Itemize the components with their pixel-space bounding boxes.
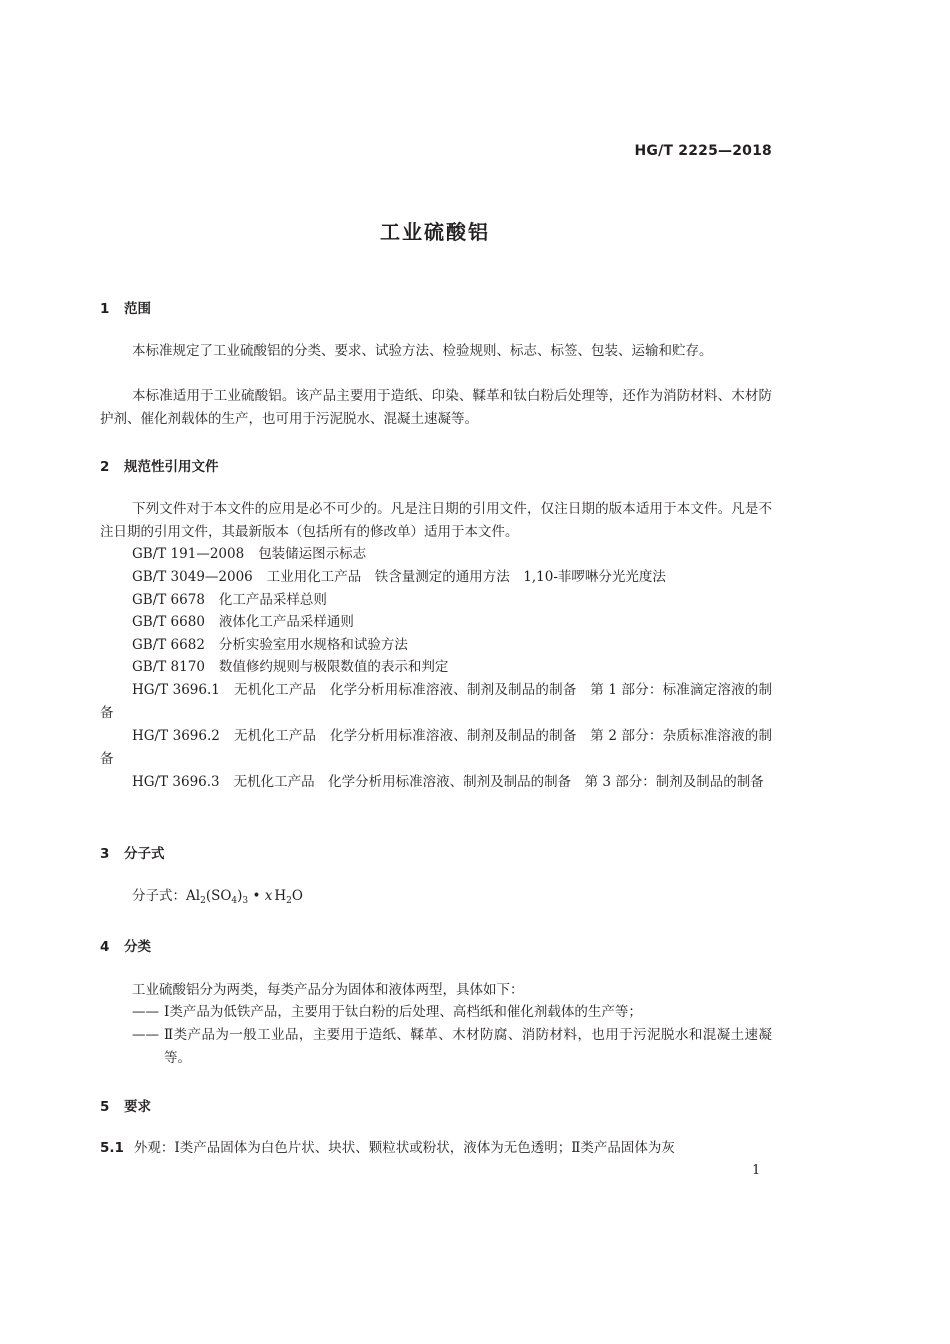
reference-code: HG/T 3696.2 — [132, 728, 220, 744]
reference-code: GB/T 8170 — [132, 659, 205, 675]
reference-title: 无机化工产品 化学分析用标准溶液、制剂及制品的制备 第 2 部分：杂质标准溶液的制备 — [100, 728, 773, 767]
formula-part: (SO — [205, 888, 232, 904]
reference-code: GB/T 6682 — [132, 637, 205, 653]
reference-title: 分析实验室用水规格和试验方法 — [218, 637, 408, 653]
reference-title: 数值修约规则与极限数值的表示和判定 — [218, 659, 449, 675]
reference-item — [100, 725, 772, 770]
scope-paragraph-2: 本标准适用于工业硫酸铝。该产品主要用于造纸、印染、鞣革和钛白粉后处理等，还作为消防材料、木材防护剂、催化剂载体的生产，也可用于污泥脱水、混凝土速凝等。 — [100, 388, 772, 427]
reference-code: GB/T 6680 — [132, 614, 205, 630]
standard-code: HG/T 2225—2018 — [634, 143, 772, 159]
requirement-5-1 — [100, 1137, 772, 1160]
requirement-number: 5.1 — [100, 1140, 124, 1156]
section-heading-normative — [100, 455, 219, 475]
formula-label: 分子式： — [132, 888, 186, 904]
section-heading-classification — [100, 935, 151, 955]
section-title: 规范性引用文件 — [124, 459, 219, 475]
list-dash: —— — [132, 1004, 159, 1020]
list-item — [132, 1001, 772, 1024]
section-number: 4 — [100, 939, 110, 955]
formula-part: H — [274, 888, 287, 904]
section-heading-scope — [100, 297, 151, 317]
formula-subscript: 2 — [286, 896, 292, 906]
section-title: 要求 — [124, 1099, 151, 1115]
section-title: 范围 — [124, 301, 151, 317]
reference-code: GB/T 3049—2006 — [132, 569, 253, 585]
list-item-text: Ⅱ类产品为一般工业品，主要用于造纸、鞣革、木材防腐、消防材料，也用于污泥脱水和混凝土速凝等。 — [164, 1027, 772, 1066]
reference-code: GB/T 6678 — [132, 592, 205, 608]
reference-code: HG/T 3696.3 — [132, 774, 220, 790]
reference-title: 无机化工产品 化学分析用标准溶液、制剂及制品的制备 第 3 部分：制剂及制品的制备 — [233, 774, 764, 790]
reference-item — [132, 543, 366, 566]
scope-paragraph-1: 本标准规定了工业硫酸铝的分类、要求、试验方法、检验规则、标志、标签、包装、运输和贮存。 — [132, 343, 713, 359]
section-title: 分子式 — [124, 846, 165, 862]
reference-item — [132, 656, 448, 679]
section-heading-requirements — [100, 1095, 151, 1115]
reference-title: 无机化工产品 化学分析用标准溶液、制剂及制品的制备 第 1 部分：标准滴定溶液的制备 — [100, 682, 773, 721]
reference-code: GB/T 191—2008 — [132, 546, 245, 562]
formula-part: Al — [186, 888, 201, 904]
classification-intro: 工业硫酸铝分为两类，每类产品分为固体和液体两型，具体如下： — [132, 982, 524, 998]
section-number: 1 — [100, 301, 110, 317]
section-number: 5 — [100, 1099, 110, 1115]
list-item-text: Ⅰ类产品为低铁产品，主要用于钛白粉的后处理、高档纸和催化剂载体的生产等； — [164, 1004, 642, 1020]
requirement-text: 外观：Ⅰ类产品固体为白色片状、块状、颗粒状或粉状，液体为无色透明；Ⅱ类产品固体为灰 — [133, 1140, 675, 1156]
section-heading-formula — [100, 842, 165, 862]
reference-title: 液体化工产品采样通则 — [218, 614, 354, 630]
molecular-formula — [132, 885, 303, 912]
formula-variable: x — [264, 888, 273, 904]
formula-part: • — [248, 888, 265, 904]
formula-subscript: 2 — [200, 896, 206, 906]
reference-item — [132, 589, 327, 612]
reference-item — [100, 771, 772, 794]
section-number: 2 — [100, 459, 110, 475]
formula-part: O — [291, 888, 303, 904]
reference-title: 工业用化工产品 铁含量测定的通用方法 1,10-菲啰啉分光光度法 — [266, 569, 666, 585]
list-dash: —— — [132, 1027, 159, 1043]
reference-item — [132, 634, 408, 657]
reference-item — [100, 679, 772, 724]
list-item — [132, 1024, 772, 1069]
reference-item — [132, 566, 666, 589]
reference-code: HG/T 3696.1 — [132, 682, 220, 698]
document-title: 工业硫酸铝 — [380, 220, 490, 244]
reference-item — [132, 611, 354, 634]
formula-subscript: 4 — [231, 896, 238, 906]
page-number: 1 — [752, 1163, 761, 1178]
reference-title: 包装储运图示标志 — [258, 546, 367, 562]
section-title: 分类 — [124, 939, 151, 955]
section-number: 3 — [100, 846, 110, 862]
reference-title: 化工产品采样总则 — [218, 592, 327, 608]
normative-intro: 下列文件对于本文件的应用是必不可少的。凡是注日期的引用文件，仅注日期的版本适用于本文件。凡是不注日期的引用文件，其最新版本（包括所有的修改单）适用于本文件。 — [100, 501, 772, 540]
formula-subscript: 3 — [242, 896, 249, 906]
formula-part: ) — [237, 888, 243, 904]
